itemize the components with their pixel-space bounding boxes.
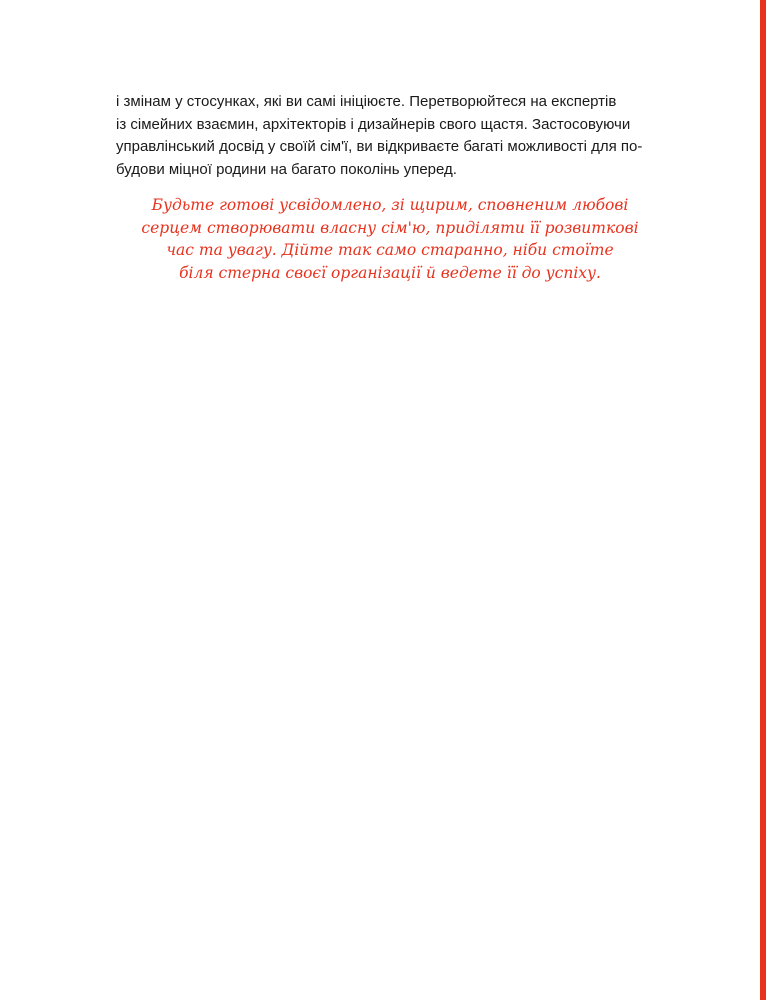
body-line: із сімейних взаємин, архітекторів і дизайнерів свого щастя. Застосовуючи [116, 115, 631, 133]
body-paragraph [116, 91, 676, 181]
quote-line: Будьте готові усвідомлено, зі щирим, сповненим любові [151, 196, 629, 214]
quote-line: біля стерна своєї організації й ведете її до успіху. [179, 263, 601, 282]
body-line: будови міцної родини на багато поколінь уперед. [116, 160, 457, 178]
page-edge-stripe [760, 0, 766, 1000]
quote-line: час та увагу. Дійте так само старанно, ніби стоїте [166, 241, 614, 259]
pull-quote [120, 194, 660, 284]
body-line: і змінам у стосунках, які ви самі ініціюєте. Перетворюйтеся на експертів [116, 93, 617, 110]
body-line: управлінський досвід у своїй сім'ї, ви відкриваєте багаті можливості для по- [116, 138, 643, 155]
quote-line: серцем створювати власну сім'ю, приділяти її розвиткові [141, 218, 639, 237]
